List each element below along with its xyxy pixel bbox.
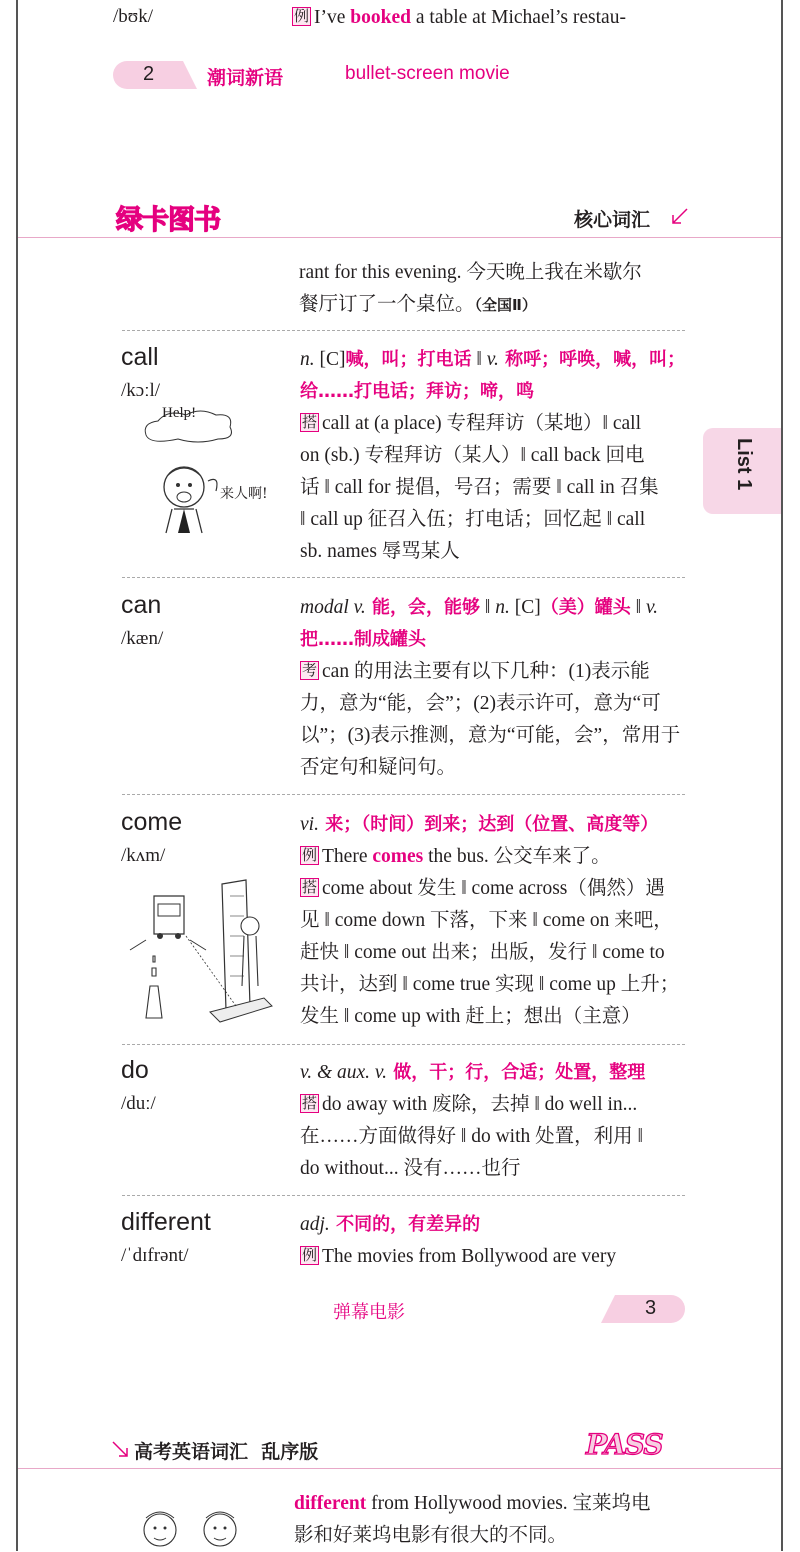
collocation-label: 搭 <box>302 413 318 431</box>
pron-come: /kʌm/ <box>121 845 166 866</box>
header-rule <box>18 237 781 238</box>
headword-call: call <box>121 343 159 371</box>
pron-call: /kɔːl/ <box>121 380 161 401</box>
source-note: （全国Ⅱ） <box>474 296 537 314</box>
footer-title: 弹幕电影 <box>333 1302 405 1323</box>
collocation-label: 搭 <box>302 878 318 896</box>
come-illustration <box>126 876 276 1026</box>
corner-arrow-icon <box>670 207 690 227</box>
section-title: 核心词汇 <box>574 209 651 231</box>
page-number: 3 <box>645 1297 657 1319</box>
pron-book: /bʊk/ <box>113 6 153 27</box>
trend-tag <box>113 61 197 89</box>
divider <box>122 794 685 795</box>
exam-label: 考 <box>302 661 318 679</box>
can-definition: modal v. 能，会，能够 ‖ n. [C]（美）罐头 ‖ v. 把……制成罐头 考 can 的用法主要有以下几种：(1)表示能 力，意为“能，会”；(2)表示许可，意为“可 以”；(3)表示推测，意为“可能，会”，常用于 否定句和疑问句。 <box>300 597 681 778</box>
call-illustration <box>138 405 278 540</box>
side-tab-label: List 1 <box>733 438 755 491</box>
page-left-edge <box>16 0 18 1551</box>
page-number-tag <box>601 1295 685 1323</box>
call-definition: n. [C]喊，叫；打电话 ‖ v. 称呼；呼唤，喊，叫； 给……打电话；拜访；啼，鸣 搭 call at (a place) 专程拜访（某地）‖ call on (sb.) 专程拜访（某人）‖ call back 回电 话 ‖ call for 提倡，号召；需要 ‖ call in 召集 ‖ call up 征召入伍；打电话；回忆起 ‖ call sb. names 辱骂某人 <box>300 349 686 562</box>
divider <box>122 330 685 331</box>
headword-different: different <box>121 1208 211 1236</box>
pron-different: /ˈdɪfrənt/ <box>121 1245 189 1266</box>
do-definition: v. & aux. v. 做，干；行，合适；处置，整理 搭 do away with 废除，去掉 ‖ do well in... 在……方面做得好 ‖ do with 处置，利用 ‖ do without... 没有……也行 <box>300 1062 646 1179</box>
example-label: 例 <box>302 846 318 864</box>
side-tab <box>703 428 781 514</box>
collocation-label: 搭 <box>302 1094 318 1112</box>
headword-come: come <box>121 808 183 836</box>
pass-logo: PASS <box>586 1428 663 1461</box>
pron-can: /kæn/ <box>121 628 164 649</box>
book-example: 例 I’ve booked a table at Michael’s restau- <box>294 7 626 28</box>
next-example: different from Hollywood movies. 宝莱坞电 影和好莱坞电影有很大的不同。 <box>294 1493 651 1546</box>
example-label: 例 <box>294 7 310 25</box>
pron-do: /duː/ <box>121 1093 156 1114</box>
publisher-logo: 绿卡图书 <box>116 205 220 236</box>
trend-number: 2 <box>143 63 155 85</box>
divider <box>122 1195 685 1196</box>
page-right-edge <box>781 0 783 1551</box>
trend-title: 潮词新语 <box>207 67 284 89</box>
come-definition: vi. 来；（时间）到来；达到（位置、高度等） 例 There comes the bus. 公交车来了。 搭 come about 发生 ‖ come across（偶然）遇 见 ‖ come down 下落，下来 ‖ come on 来吧， 赶快 ‖ come out 出来；出版，发行 ‖ come to 共计，达到 ‖ come true 实现 ‖ come up 上升； 发生 ‖ come up with 赶上；想出（主意） <box>300 814 680 1027</box>
help-text: Help! <box>162 405 197 421</box>
trend-phrase: bullet-screen movie <box>345 63 510 84</box>
divider <box>122 577 685 578</box>
example-label: 例 <box>302 1246 318 1264</box>
help-text-cn: 来人啊! <box>220 486 268 502</box>
header-rule <box>18 1468 781 1469</box>
continued-example: rant for this evening. 今天晚上我在米歇尔 餐厅订了一个桌位。（全国Ⅱ） <box>299 262 642 315</box>
divider <box>122 1044 685 1045</box>
different-definition: adj. 不同的，有差异的 例 The movies from Bollywood are very <box>300 1214 617 1267</box>
headword-can: can <box>121 591 162 619</box>
next-header-title: 高考英语词汇 乱序版 <box>134 1441 319 1463</box>
kids-illustration <box>130 1500 260 1551</box>
headword-do: do <box>121 1056 149 1084</box>
corner-arrow-icon <box>110 1439 130 1459</box>
